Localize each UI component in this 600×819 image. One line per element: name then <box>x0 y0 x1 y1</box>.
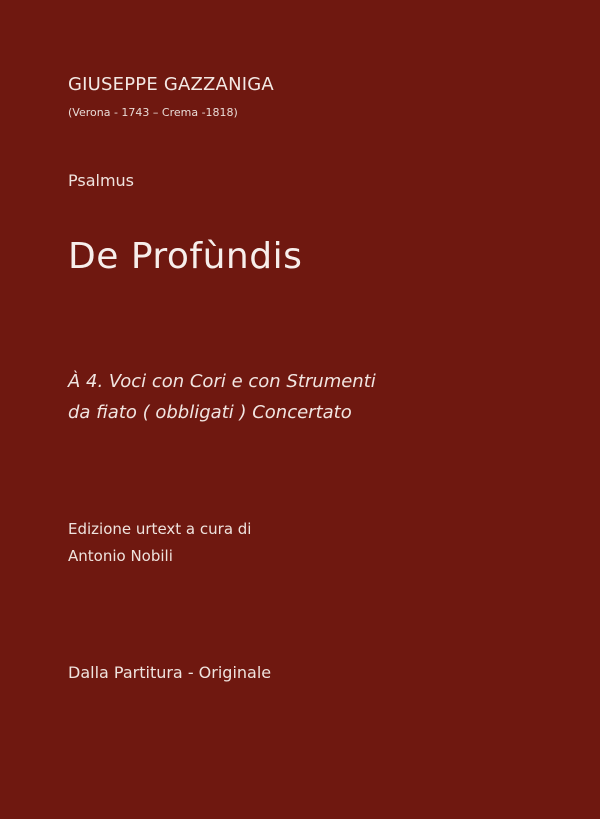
edition-line-1: Edizione urtext a cura di <box>68 520 252 538</box>
composer-dates: (Verona - 1743 – Crema -1818) <box>68 106 238 119</box>
editor-name: Antonio Nobili <box>68 547 173 565</box>
genre-label: Psalmus <box>68 171 135 190</box>
work-title: De Profùndis <box>68 236 303 277</box>
edition-credit <box>68 516 251 570</box>
work-subtitle <box>68 366 376 428</box>
composer-name: GIUSEPPE GAZZANIGA <box>68 74 274 95</box>
subtitle-line-1: À 4. Voci con Cori e con Strumenti <box>68 371 376 392</box>
source-note: Dalla Partitura - Originale <box>68 663 272 682</box>
subtitle-line-2: da fiato ( obbligati ) Concertato <box>68 402 352 423</box>
